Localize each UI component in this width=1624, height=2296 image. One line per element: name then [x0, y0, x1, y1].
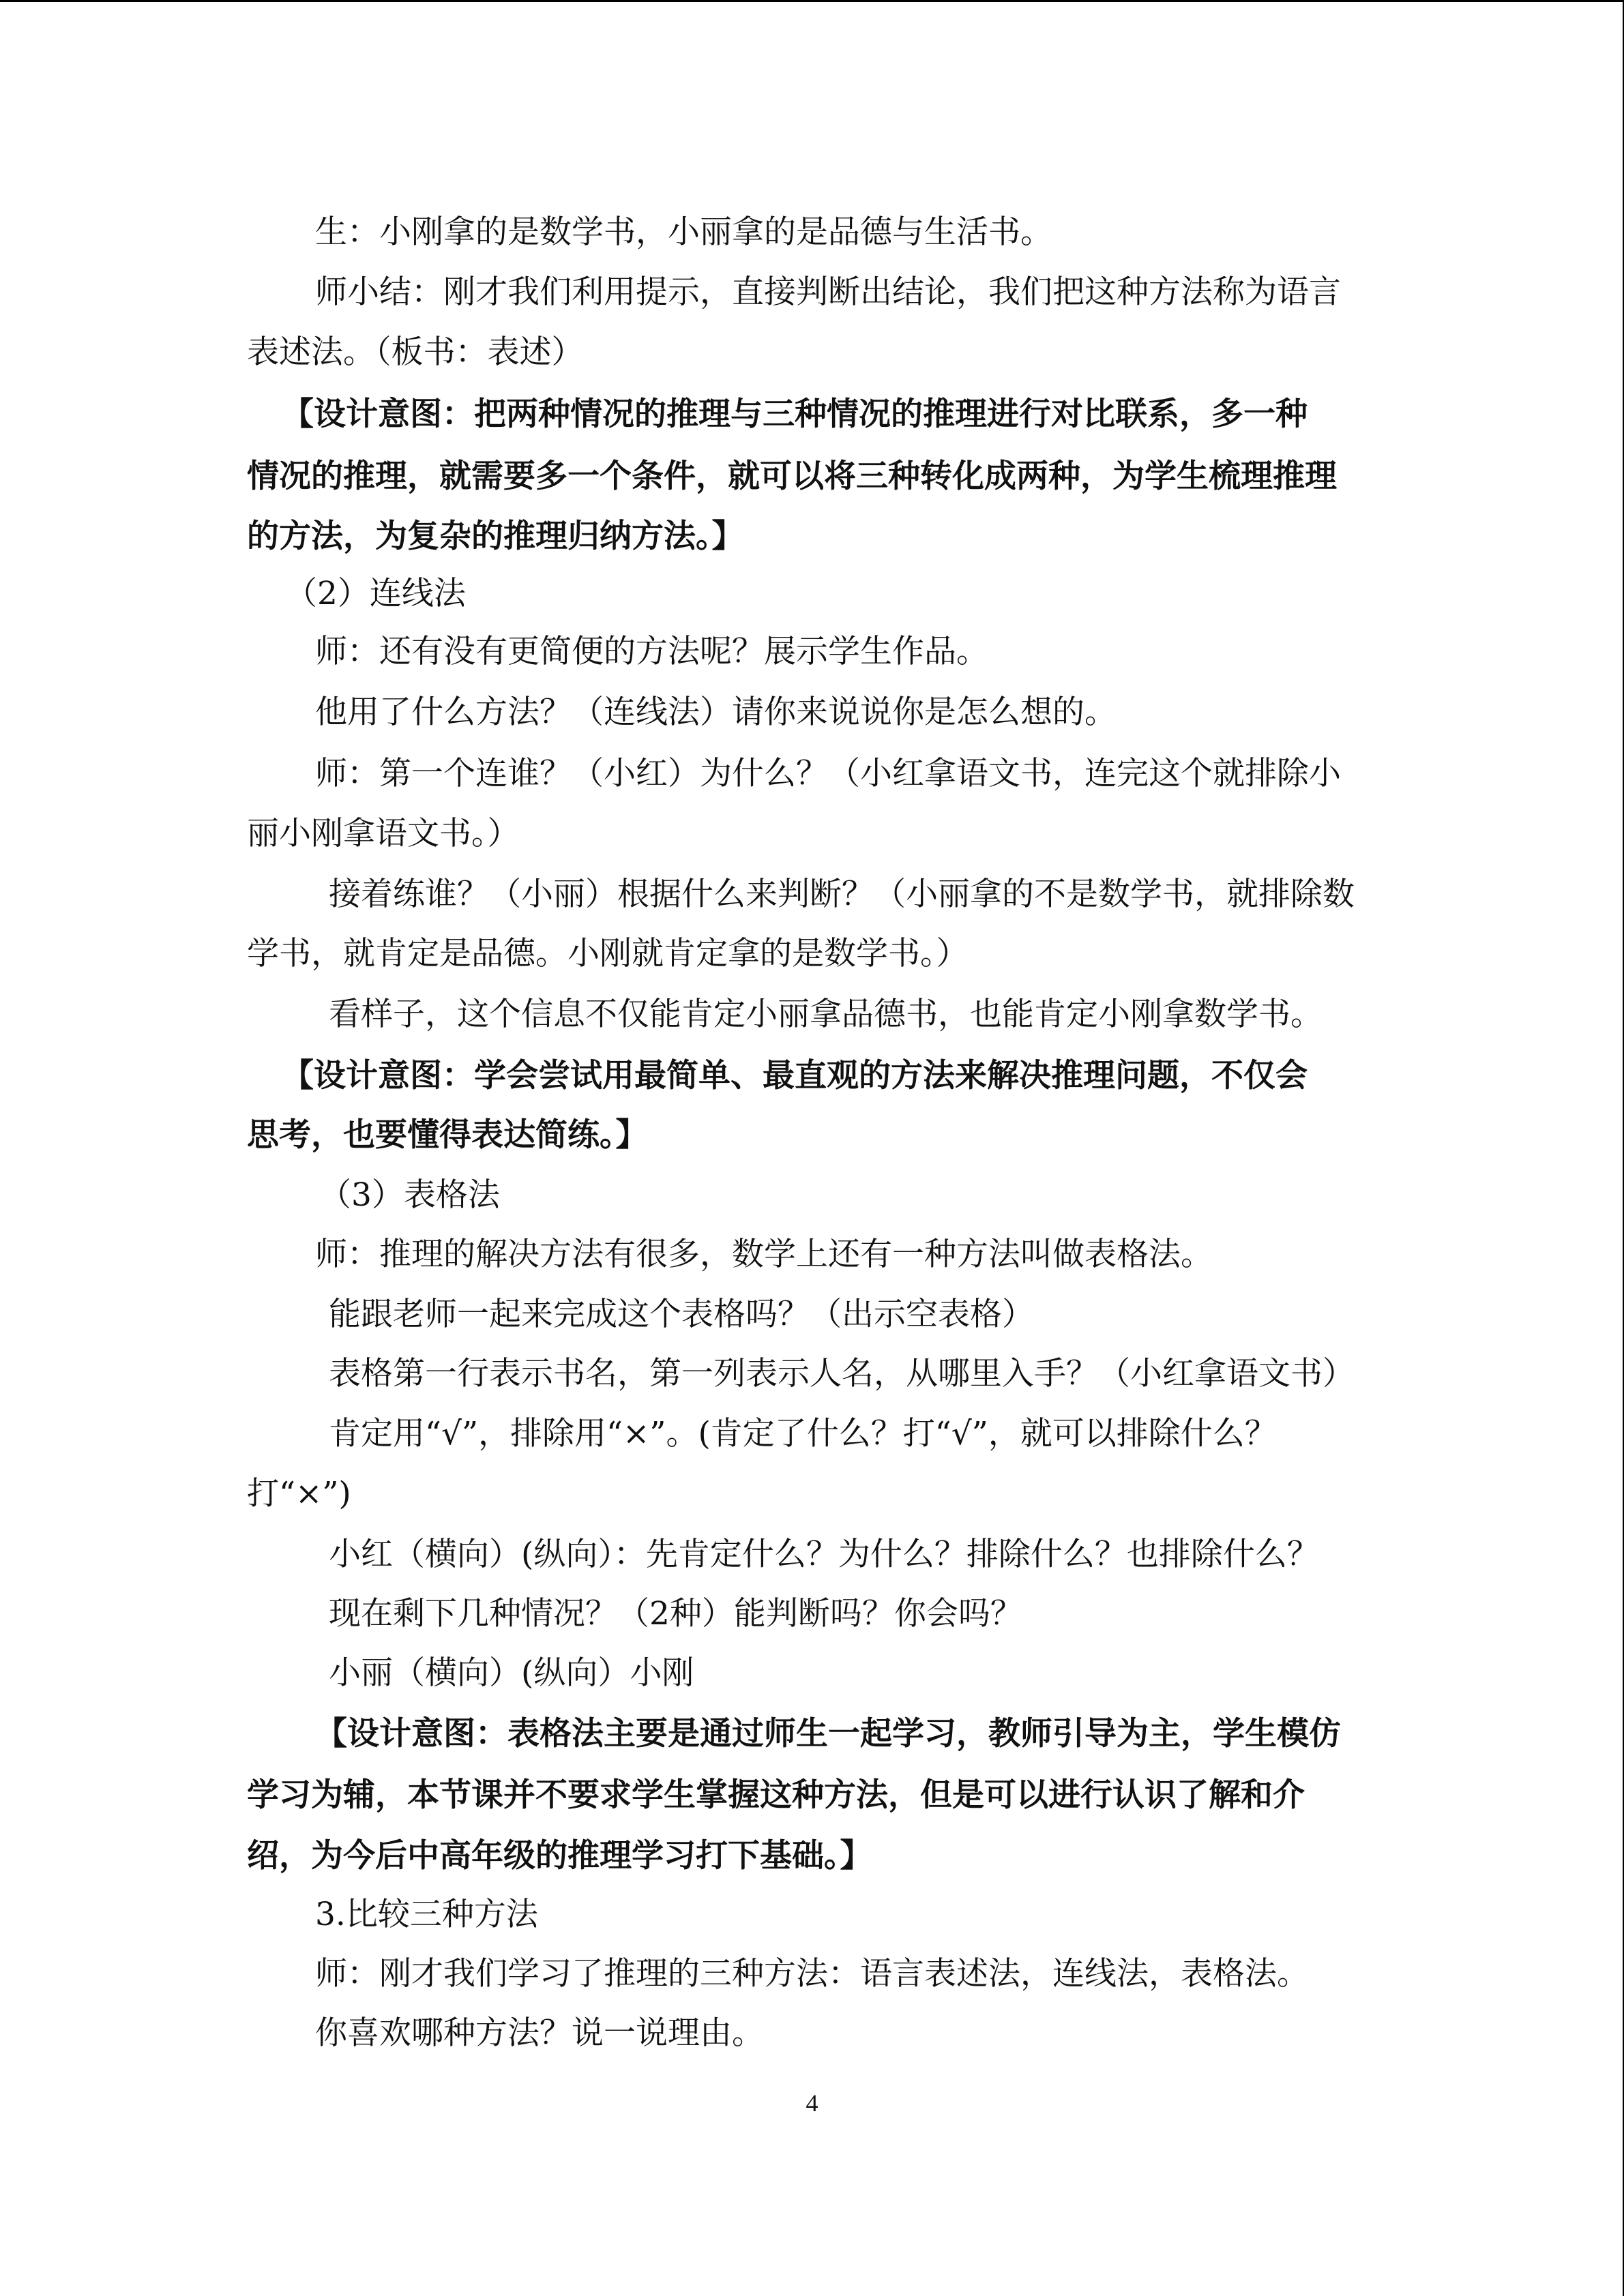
page-number: 4: [806, 2089, 818, 2117]
design-intent-line: 【设计意图：学会尝试用最简单、最直观的方法来解决推理问题，不仅会: [282, 1057, 1308, 1094]
paragraph-line: 师：还有没有更简便的方法呢？展示学生作品。: [315, 633, 988, 670]
paragraph-line: 他用了什么方法？（连线法）请你来说说你是怎么想的。: [315, 694, 1117, 731]
paragraph-line: 表述法。（板书：表述）: [247, 333, 584, 371]
paragraph-line: 看样子，这个信息不仅能肯定小丽拿品德书，也能肯定小刚拿数学书。: [329, 996, 1323, 1033]
paragraph-line: 生：小刚拿的是数学书，小丽拿的是品德与生活书。: [315, 213, 1052, 251]
design-intent-line: 的方法，为复杂的推理归纳方法。】: [247, 518, 744, 555]
paragraph-line: 学书，就肯定是品德。小刚就肯定拿的是数学书。）: [247, 935, 969, 972]
section-heading: （3）表格法: [319, 1176, 500, 1214]
paragraph-line: 师小结：刚才我们利用提示，直接判断出结论，我们把这种方法称为语言: [315, 273, 1341, 311]
design-intent-line: 学习为辅，本节课并不要求学生掌握这种方法，但是可以进行认识了解和介: [247, 1776, 1305, 1814]
paragraph-line: 肯定用“√”，排除用“×”。(肯定了什么？打“√”，就可以排除什么？: [329, 1415, 1277, 1452]
paragraph-line: 表格第一行表示书名，第一列表示人名，从哪里入手？（小红拿语文书）: [329, 1355, 1355, 1392]
paragraph-line: 师：第一个连谁？（小红）为什么？（小红拿语文书，连完这个就排除小: [315, 755, 1341, 792]
paragraph-line: 师：推理的解决方法有很多，数学上还有一种方法叫做表格法。: [315, 1236, 1213, 1273]
paragraph-line: 你喜欢哪种方法？说一说理由。: [315, 2014, 764, 2052]
paragraph-line: 小红（横向）(纵向）：先肯定什么？为什么？排除什么？也排除什么？: [329, 1536, 1319, 1573]
paragraph-line: 打“×”): [247, 1475, 351, 1512]
section-heading: （2）连线法: [285, 575, 466, 612]
design-intent-line: 【设计意图：把两种情况的推理与三种情况的推理进行对比联系，多一种: [282, 396, 1308, 433]
section-heading: 3.比较三种方法: [315, 1896, 538, 1933]
paragraph-line: 现在剩下几种情况？（2种）能判断吗？你会吗？: [329, 1595, 1022, 1632]
design-intent-line: 绍，为今后中高年级的推理学习打下基础。】: [247, 1837, 872, 1875]
paragraph-line: 师：刚才我们学习了推理的三种方法：语言表述法，连线法，表格法。: [315, 1955, 1309, 1993]
design-intent-line: 思考，也要懂得表达简练。】: [247, 1116, 648, 1154]
paragraph-line: 小丽（横向）(纵向）小刚: [329, 1654, 694, 1692]
paragraph-line: 丽小刚拿语文书。）: [247, 815, 520, 852]
paragraph-line: 能跟老师一起来完成这个表格吗？（出示空表格）: [329, 1296, 1034, 1333]
design-intent-line: 情况的推理，就需要多一个条件，就可以将三种转化成两种，为学生梳理推理: [247, 458, 1337, 495]
paragraph-line: 接着练谁？（小丽）根据什么来判断？（小丽拿的不是数学书，就排除数: [329, 876, 1355, 913]
design-intent-line: 【设计意图：表格法主要是通过师生一起学习，教师引导为主，学生模仿: [315, 1715, 1341, 1753]
